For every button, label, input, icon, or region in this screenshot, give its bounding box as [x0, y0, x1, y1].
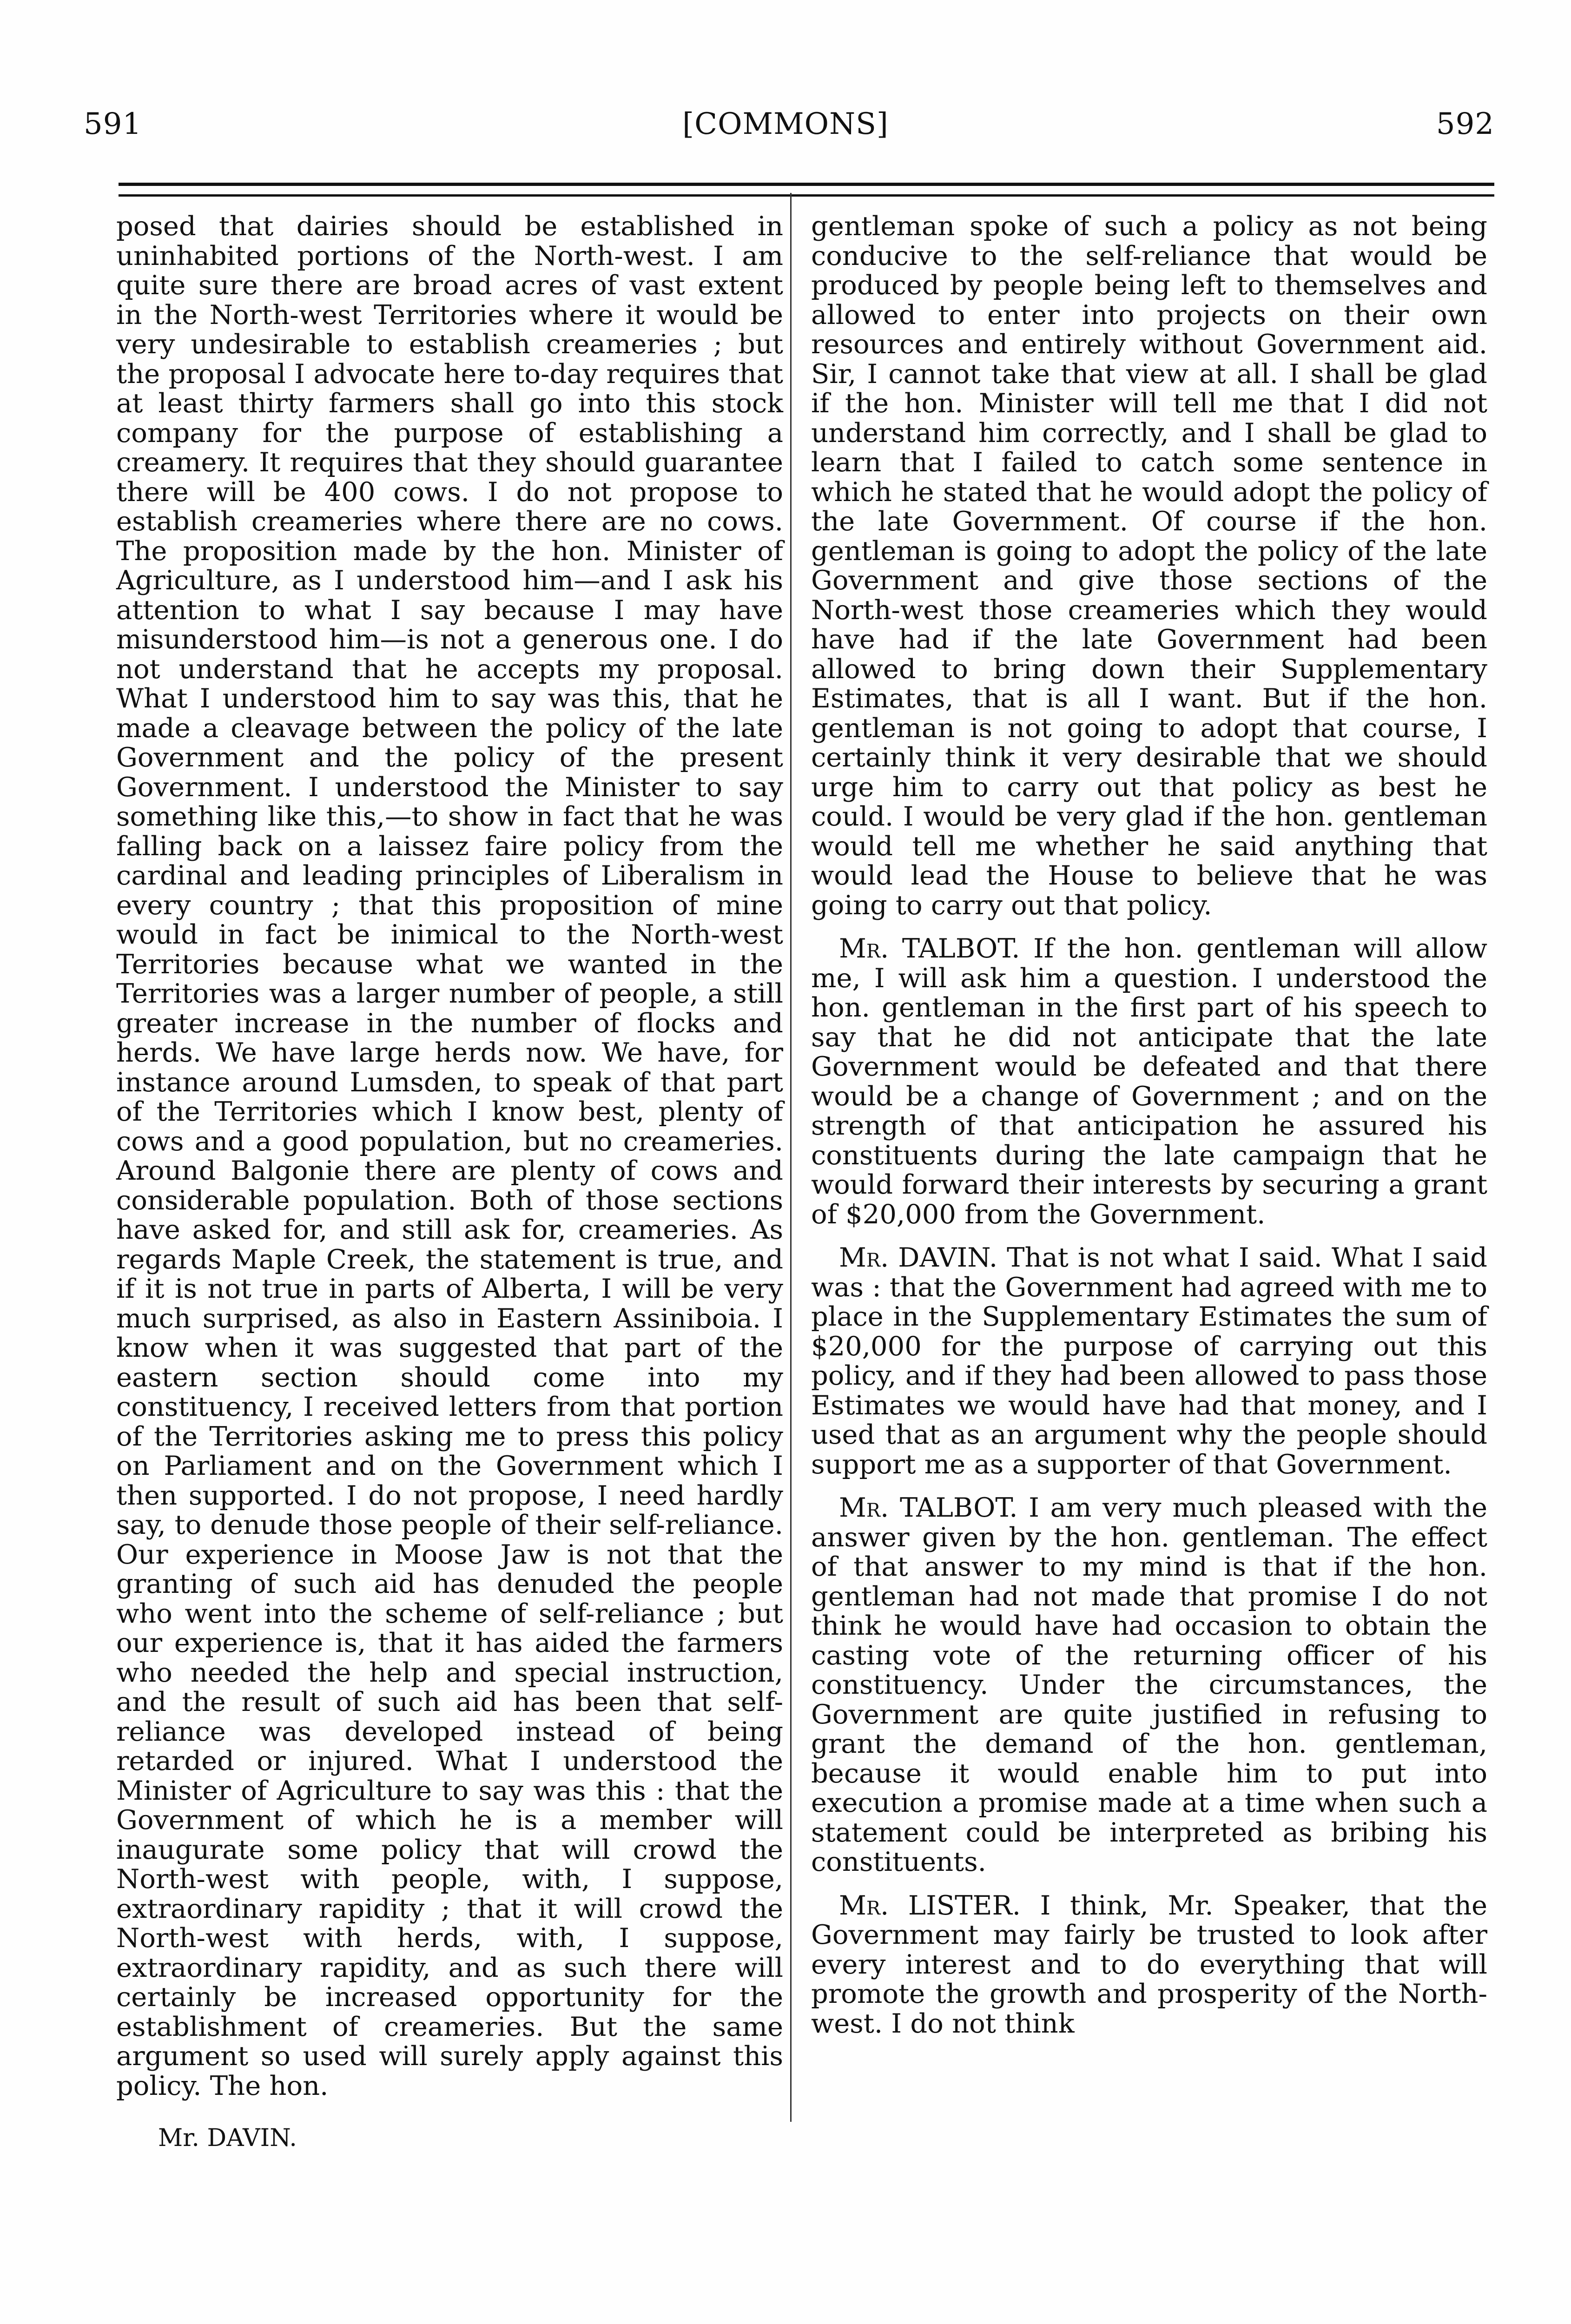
page-number-left: 591 [84, 107, 142, 141]
page-header [0, 0, 1571, 177]
column-divider [790, 193, 792, 2122]
speech-davin [811, 1243, 1487, 1479]
speech-text: I am very much pleased with the answer given by the hon. gentleman. The effect of that answer to my mind is that if the hon. gentleman had not made that promise I do not think he would have had occasion to obtain the casting vote of the returning officer of his constituency. Under the circumstances, the Government are quite justified in refusing to grant the demand of the hon. gentleman, because it would enable him to put into execution a promise made at a time when such a statement could be interpreted as bribing his constituents. [811, 1492, 1487, 1877]
speech-text: I think, Mr. Speaker, that the Government may fairly be trusted to look after every interest and to do everything that will promote the growth and prosperity of the North-west. I do not think [811, 1889, 1488, 2039]
speech-text: If the hon. gentleman will allow me, I will ask him a question. I understood the hon. gentleman in the first part of his speech to say that he did not anticipate that the late Government would be defeated and that there would be a change of Government ; and on the strength of that anticipation he assured his constituents during the late campaign that he would forward their interests by securing a grant of $20,000 from the Government. [811, 933, 1487, 1230]
left-column [116, 211, 783, 2114]
footer-speaker: Mr. DAVIN. [158, 2124, 297, 2152]
left-paragraph-1: posed that dairies should be established in uninhabited portions of the North-west. I am quite sure there are broad acres of vast extent in the North-west Territories where it would be very undesirable to establish creameries ; but the proposal I advocate here to-day requires that at least thirty farmers shall go into this stock company for the purpose of establishing a creamery. It requires that they should guarantee there will be 400 cows. I do not propose to establish creameries where there are no cows. The proposition made by the hon. Minister of Agriculture, as I understood him—and I ask his attention to what I say because I may have misunderstood him—is not a generous one. I do not understand that he accepts my proposal. What I understood him to say was this, that he made a cleavage between the policy of the late Government and the policy of the present Government. I understood the Minister to say something like this,—to show in fact that he was falling back on a laissez faire policy from the cardinal and leading principles of Liberalism in every country ; that this proposition of mine would in fact be inimical to the North-west Territories because what we wanted in the Territories was a larger number of people, a still greater increase in the number of flocks and herds. We have large herds now. We have, for instance around Lumsden, to speak of that part of the Territories which I know best, plenty of cows and a good population, but no creameries. Around Balgonie there are plenty of cows and considerable population. Both of those sections have asked for, and still ask for, creameries. As regards Maple Creek, the statement is true, and if it is not true in parts of Alberta, I will be very much surprised, as also in Eastern Assiniboia. I know when it was suggested that part of the eastern section should come into my constituency, I received letters from that portion of the Territories asking me to press this policy on Parliament and on the Government which I then supported. I do not propose, I need hardly say, to denude those people of their self-reliance. Our experience in Moose Jaw is not that the granting of such aid has denuded the people who went into the scheme of self-reliance ; but our experience is, that it has aided the farmers who needed the help and special instruction, and the result of such aid has been that self-reliance was developed instead of being retarded or injured. What I understood the Minister of Agriculture to say was this : that the Government of which he is a member will inaugurate some policy that will crowd the North-west with people, with, I suppose, extraordinary rapidity ; that it will crowd the North-west with herds, with, I suppose, extraordinary rapidity, and as such there will certainly be increased opportunity for the establishment of creameries. But the same argument so used will surely apply against this policy. The hon. [116, 211, 783, 2101]
page-number-right: 592 [1436, 107, 1494, 141]
speech-text: That is not what I said. What I said was : that the Government had agreed with me to place in the Supplementary Estimates the sum of $20,000 for the purpose of carrying out this policy, and if they had been allowed to pass those Estimates we would have had that money, and I used that as an argument why the people should support me as a supporter of that Government. [811, 1242, 1487, 1480]
speaker-name: Mr. LISTER. [839, 1889, 1021, 1921]
speech-talbot-2 [811, 1493, 1487, 1877]
speech-lister [811, 1891, 1487, 2039]
right-paragraph-1: gentleman spoke of such a policy as not being conducive to the self-reliance that would be produced by people being left to themselves and allowed to enter into projects on their own resources and entirely without Government aid. Sir, I cannot take that view at all. I shall be glad if the hon. Minister will tell me that I did not understand him correctly, and I shall be glad to learn that I failed to catch some sentence in which he stated that he would adopt the policy of the late Government. Of course if the hon. gentleman is going to adopt the policy of the late Government and give those sections of the North-west those creameries which they would have had if the late Government had been allowed to bring down their Supplementary Estimates, that is all I want. But if the hon. gentleman is not going to adopt that course, I certainly think it very desirable that we should urge him to carry out that policy as best he could. I would be very glad if the hon. gentleman would tell me whether he said anything that would lead the House to believe that he was going to carry out that policy. [811, 211, 1487, 921]
speaker-name: Mr. DAVIN. [839, 1242, 998, 1273]
right-column [811, 211, 1487, 2052]
speaker-name: Mr. TALBOT. [839, 1492, 1018, 1523]
header-rule-top [119, 183, 1494, 186]
speaker-name: Mr. TALBOT. [839, 933, 1020, 964]
speech-talbot-1 [811, 934, 1487, 1229]
header-rule-bottom [119, 194, 1494, 197]
house-title: [COMMONS] [682, 107, 889, 141]
